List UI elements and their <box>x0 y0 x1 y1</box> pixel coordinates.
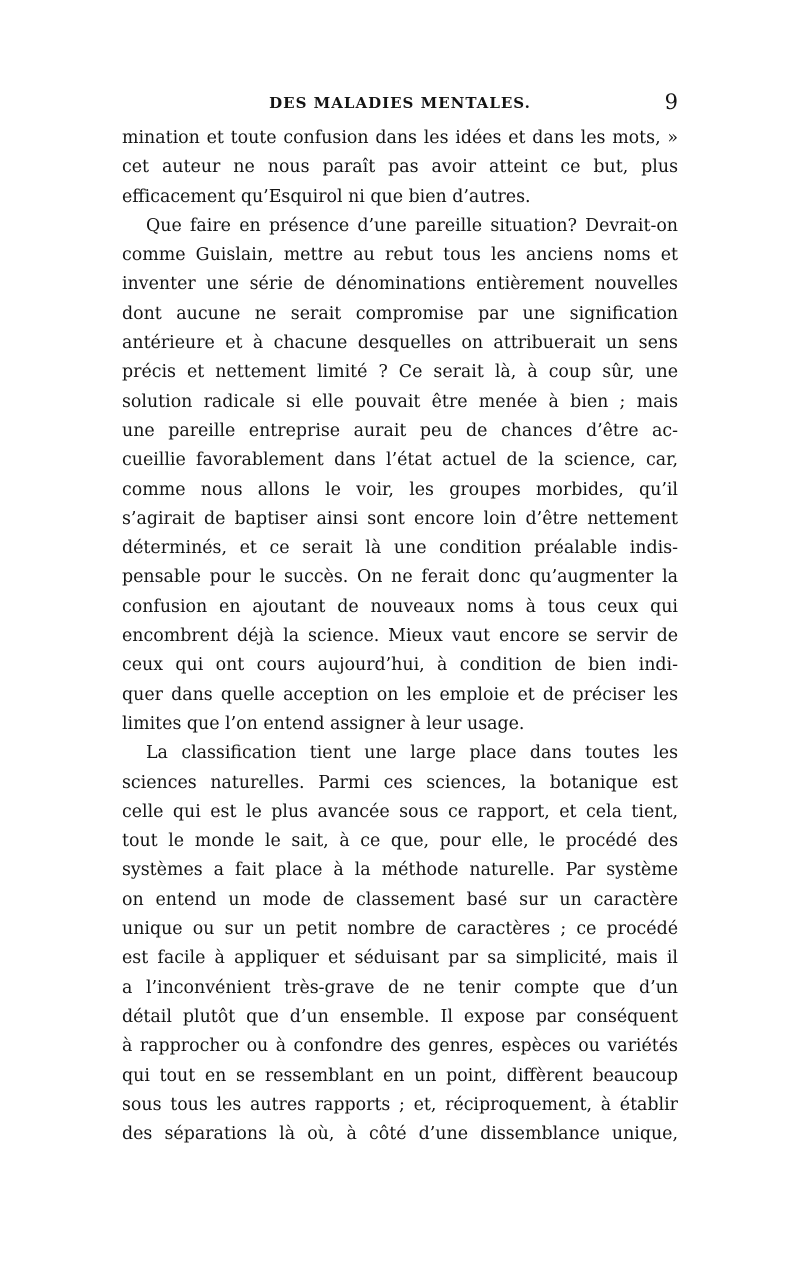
text-line: antérieure et à chacune desquelles on attribuerait un sens <box>122 333 678 354</box>
text-line: à rapprocher ou à confondre des genres, espèces ou variétés <box>122 1036 678 1057</box>
text-line: ceux qui ont cours aujourd’hui, à condition de bien indi- <box>122 655 678 676</box>
page-header <box>122 90 678 120</box>
text-line: inventer une série de dénominations entièrement nouvelles <box>122 274 678 295</box>
text-line: solution radicale si elle pouvait être menée à bien ; mais <box>122 391 678 412</box>
text-line: mination et toute confusion dans les idées et dans les mots, » <box>122 128 678 148</box>
running-head: DES MALADIES MENTALES. <box>269 94 531 112</box>
text-line: des séparations là où, à côté d’une dissemblance unique, <box>122 1124 678 1145</box>
text-line: quer dans quelle acception on les emploie et de préciser les <box>122 684 678 705</box>
text-line: détail plutôt que d’un ensemble. Il expose par conséquent <box>122 1006 678 1027</box>
page-number: 9 <box>664 90 678 114</box>
text-line: une pareille entreprise aurait peu de chances d’être ac- <box>122 420 678 441</box>
text-line: déterminés, et ce serait là une condition préalable indis- <box>122 538 678 559</box>
text-line: a l’inconvénient très-grave de ne tenir compte que d’un <box>122 977 678 998</box>
text-line: tout le monde le sait, à ce que, pour elle, le procédé des <box>122 831 678 852</box>
body-text <box>122 124 678 1149</box>
text-line: on entend un mode de classement basé sur un caractère <box>122 889 678 910</box>
text-line: confusion en ajoutant de nouveaux noms à tous ceux qui <box>122 596 678 617</box>
text-line: comme nous allons le voir, les groupes morbides, qu’il <box>122 479 678 500</box>
text-line: s’agirait de baptiser ainsi sont encore loin d’être nettement <box>122 508 678 529</box>
text-line: sous tous les autres rapports ; et, réciproquement, à établir <box>122 1094 678 1115</box>
text-line: La classification tient une large place dans toutes les <box>146 743 678 764</box>
text-line: efficacement qu’Esquirol ni que bien d’autres. <box>122 186 531 207</box>
text-line: systèmes a fait place à la méthode naturelle. Par système <box>122 860 678 881</box>
text-line: celle qui est le plus avancée sous ce rapport, et cela tient, <box>122 801 678 822</box>
text-line: encombrent déjà la science. Mieux vaut encore se servir de <box>122 626 678 647</box>
text-line: qui tout en se ressemblant en un point, diffèrent beaucoup <box>122 1065 678 1086</box>
text-line: dont aucune ne serait compromise par une signification <box>122 303 678 324</box>
text-line: précis et nettement limité ? Ce serait là, à coup sûr, une <box>122 362 678 383</box>
text-line: comme Guislain, mettre au rebut tous les anciens noms et <box>122 245 678 266</box>
text-line: cueillie favorablement dans l’état actuel de la science, car, <box>122 450 678 471</box>
text-line: limites que l’on entend assigner à leur usage. <box>122 713 525 734</box>
text-line: est facile à appliquer et séduisant par sa simplicité, mais il <box>122 948 678 969</box>
text-line: unique ou sur un petit nombre de caractères ; ce procédé <box>122 919 678 940</box>
text-line: Que faire en présence d’une pareille situation? Devrait-on <box>146 215 678 236</box>
text-line: cet auteur ne nous paraît pas avoir atteint ce but, plus <box>122 157 678 178</box>
text-line: pensable pour le succès. On ne ferait donc qu’augmenter la <box>122 567 678 588</box>
text-line: sciences naturelles. Parmi ces sciences, la botanique est <box>122 772 678 793</box>
